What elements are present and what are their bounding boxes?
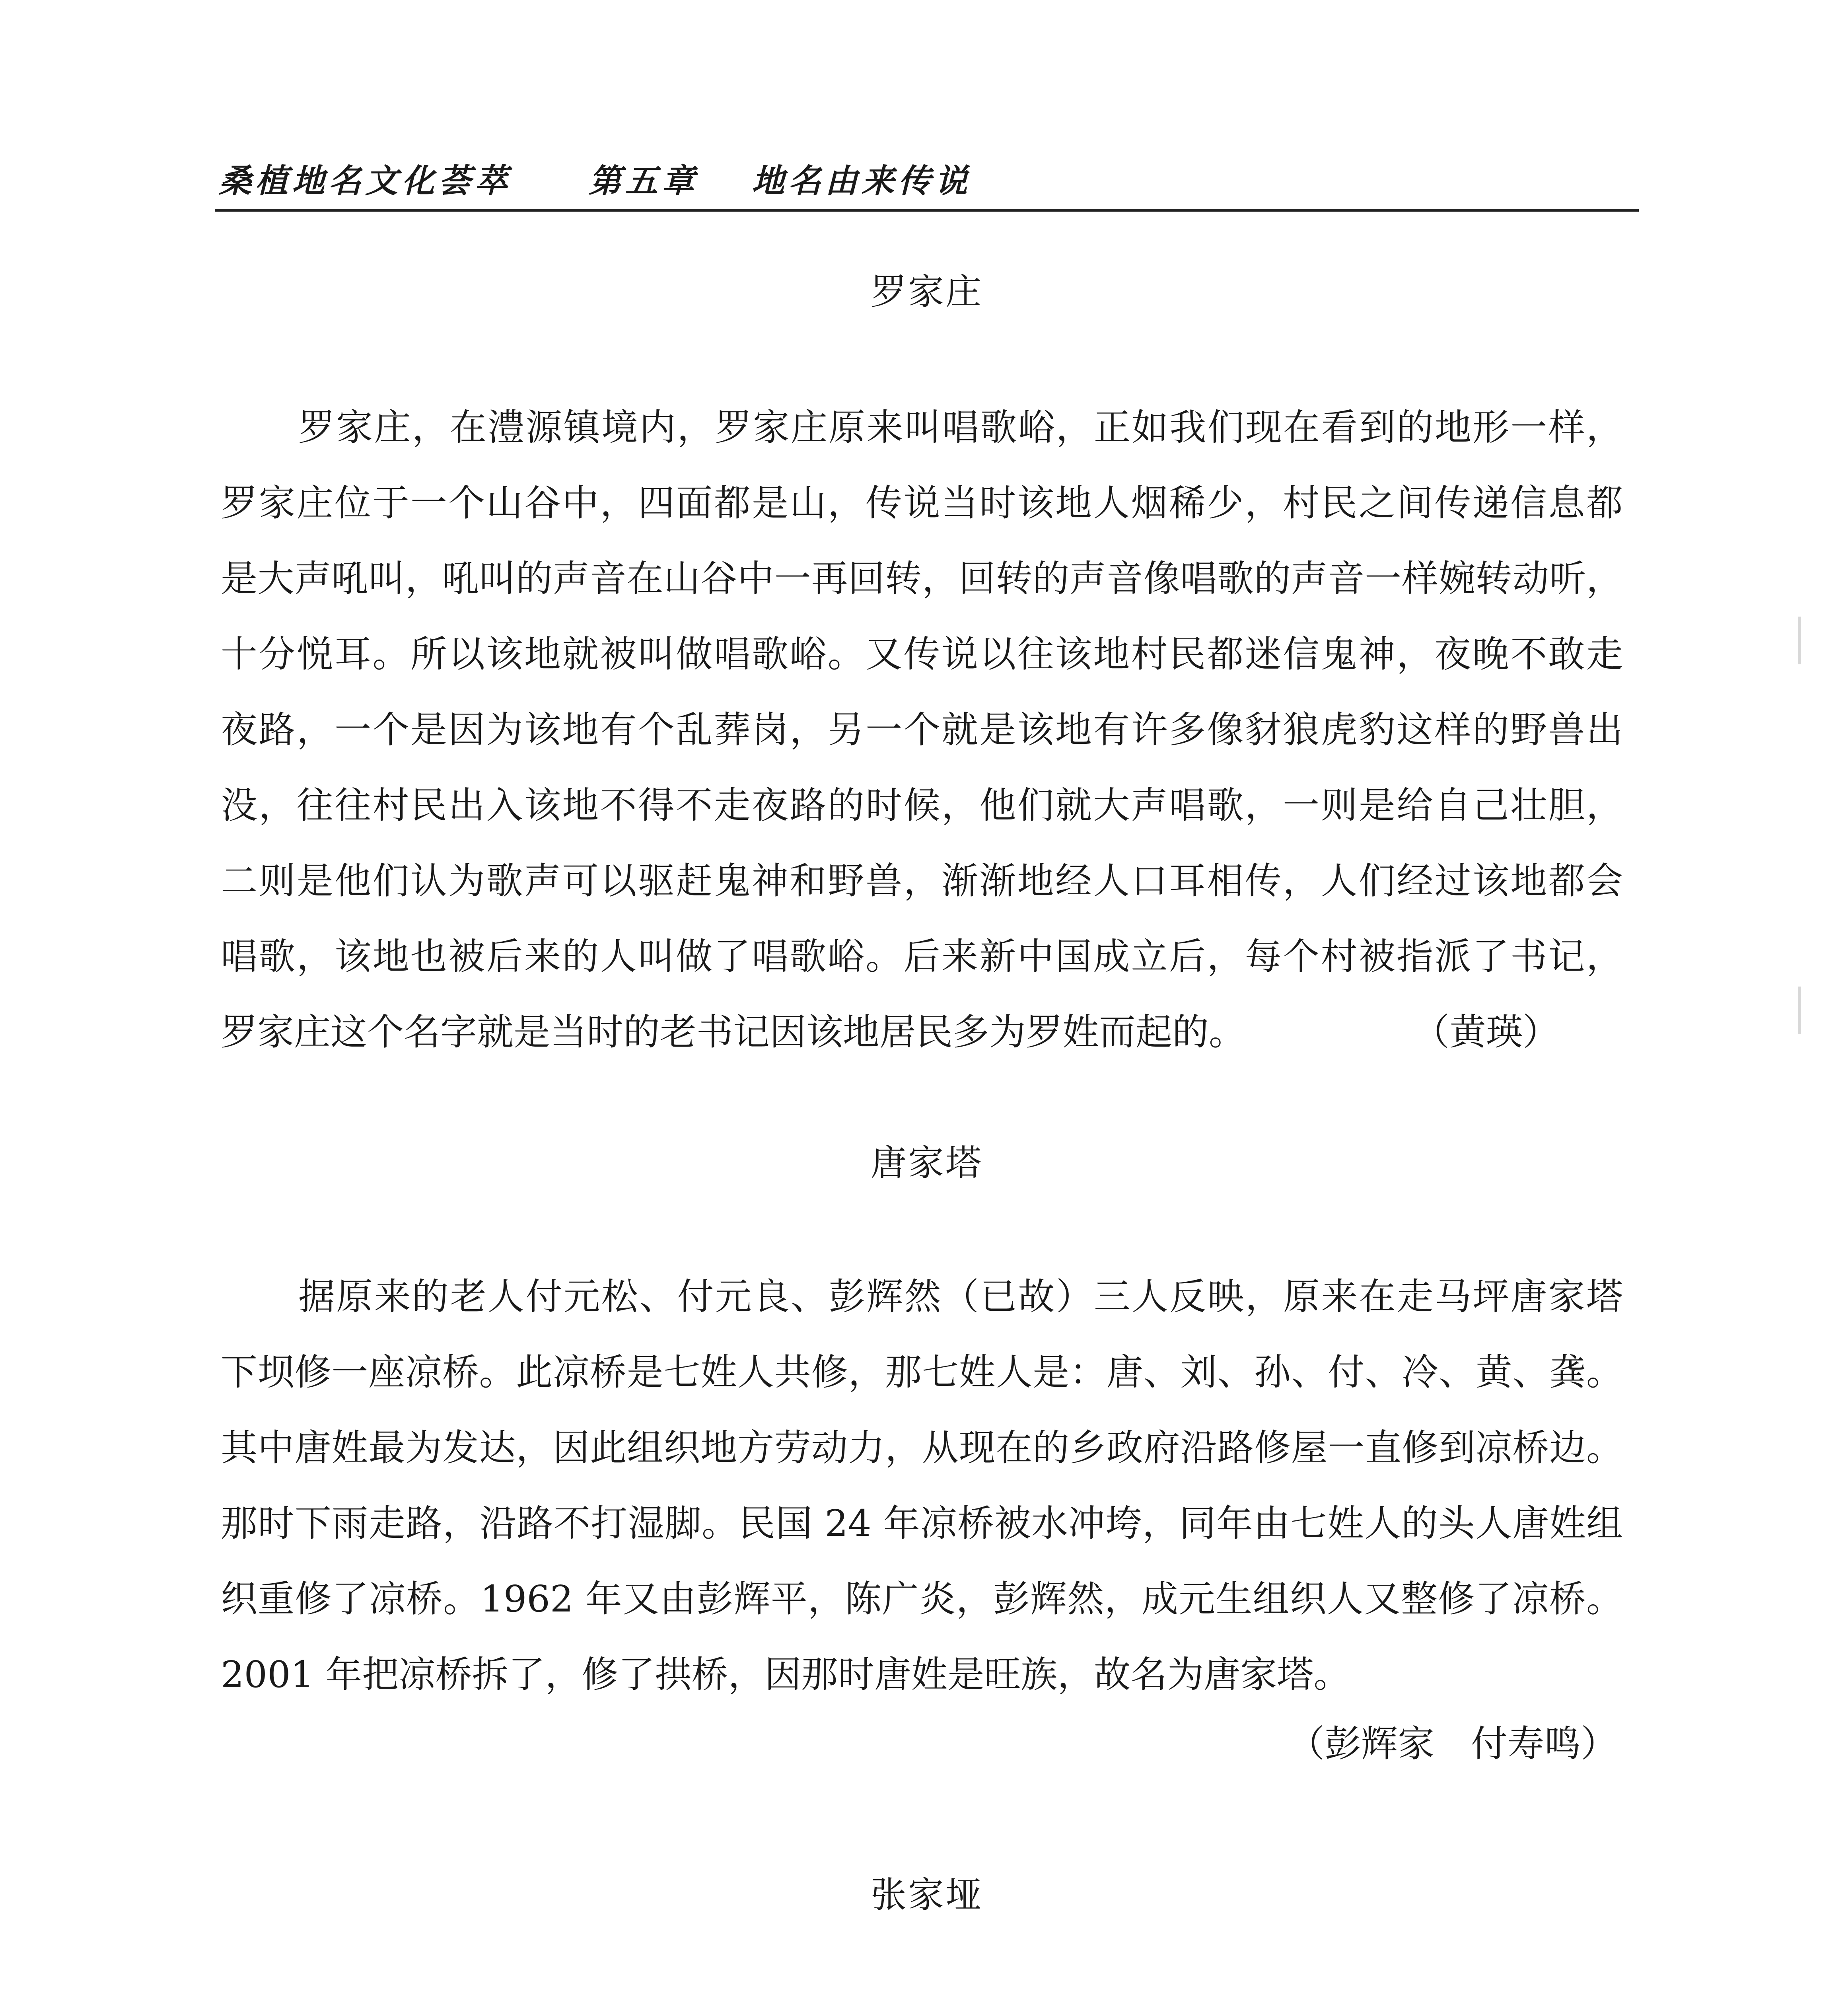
body-line: 二则是他们认为歌声可以驱赶鬼神和野兽，渐渐地经人口耳相传，人们经过该地都会 — [221, 860, 1623, 902]
body-line: 2001 年把凉桥拆了，修了拱桥，因那时唐姓是旺族，故名为唐家塔。 — [221, 1653, 1350, 1696]
body-line: 夜路，一个是因为该地有个乱葬岗，另一个就是该地有许多像豺狼虎豹这样的野兽出 — [221, 708, 1623, 751]
body-line: 那时下雨走路，沿路不打湿脚。民国 24 年凉桥被水冲垮，同年由七姓人的头人唐姓组 — [221, 1502, 1623, 1545]
body-line: 下坝修一座凉桥。此凉桥是七姓人共修，那七姓人是：唐、刘、孙、付、冷、黄、龚。 — [221, 1351, 1623, 1393]
body-line: 罗家庄，在澧源镇境内，罗家庄原来叫唱歌峪，正如我们现在看到的地形一样， — [298, 406, 1623, 449]
body-line: 罗家庄位于一个山谷中，四面都是山，传说当时该地人烟稀少，村民之间传递信息都 — [221, 482, 1623, 524]
header-section: 地名由来传说 — [752, 162, 971, 200]
scan-edge-mark — [1798, 987, 1801, 1034]
scan-edge-mark — [1798, 617, 1801, 664]
running-header — [219, 155, 1635, 203]
author-credit: （彭辉家 付寿鸣） — [1288, 1722, 1617, 1765]
body-line: 没，往往村民出入该地不得不走夜路的时候，他们就大声唱歌，一则是给自己壮胆， — [221, 784, 1623, 827]
body-line: 十分悦耳。所以该地就被叫做唱歌峪。又传说以往该地村民都迷信鬼神，夜晚不敢走 — [221, 633, 1623, 675]
author-credit: （黄瑛） — [1412, 1011, 1559, 1053]
body-line: 罗家庄这个名字就是当时的老书记因该地居民多为罗姓而起的。 — [221, 1011, 1246, 1053]
header-rule — [215, 209, 1639, 212]
section-body-tangjiata — [221, 1259, 1623, 1713]
section-title-zhangjiaya: 张家垭 — [871, 1874, 983, 1916]
body-line: 是大声吼叫，吼叫的声音在山谷中一再回转，回转的声音像唱歌的声音一样婉转动听， — [221, 557, 1623, 600]
section-body-luojiazhuang — [221, 390, 1623, 1070]
body-line: 织重修了凉桥。1962 年又由彭辉平，陈广炎，彭辉然，成元生组织人又整修了凉桥。 — [221, 1578, 1623, 1620]
body-line-with-credit — [221, 994, 1623, 1070]
section-title-tangjiata: 唐家塔 — [871, 1142, 983, 1184]
body-line: 据原来的老人付元松、付元良、彭辉然（已故）三人反映，原来在走马坪唐家塔 — [298, 1275, 1623, 1318]
header-book-title: 桑植地名文化荟萃 — [219, 162, 512, 200]
section-title-luojiazhuang: 罗家庄 — [871, 271, 983, 313]
header-chapter: 第五章 — [589, 162, 698, 200]
body-line: 唱歌，该地也被后来的人叫做了唱歌峪。后来新中国成立后，每个村被指派了书记， — [221, 935, 1623, 978]
body-line: 其中唐姓最为发达，因此组织地方劳动力，从现在的乡政府沿路修屋一直修到凉桥边。 — [221, 1427, 1623, 1469]
